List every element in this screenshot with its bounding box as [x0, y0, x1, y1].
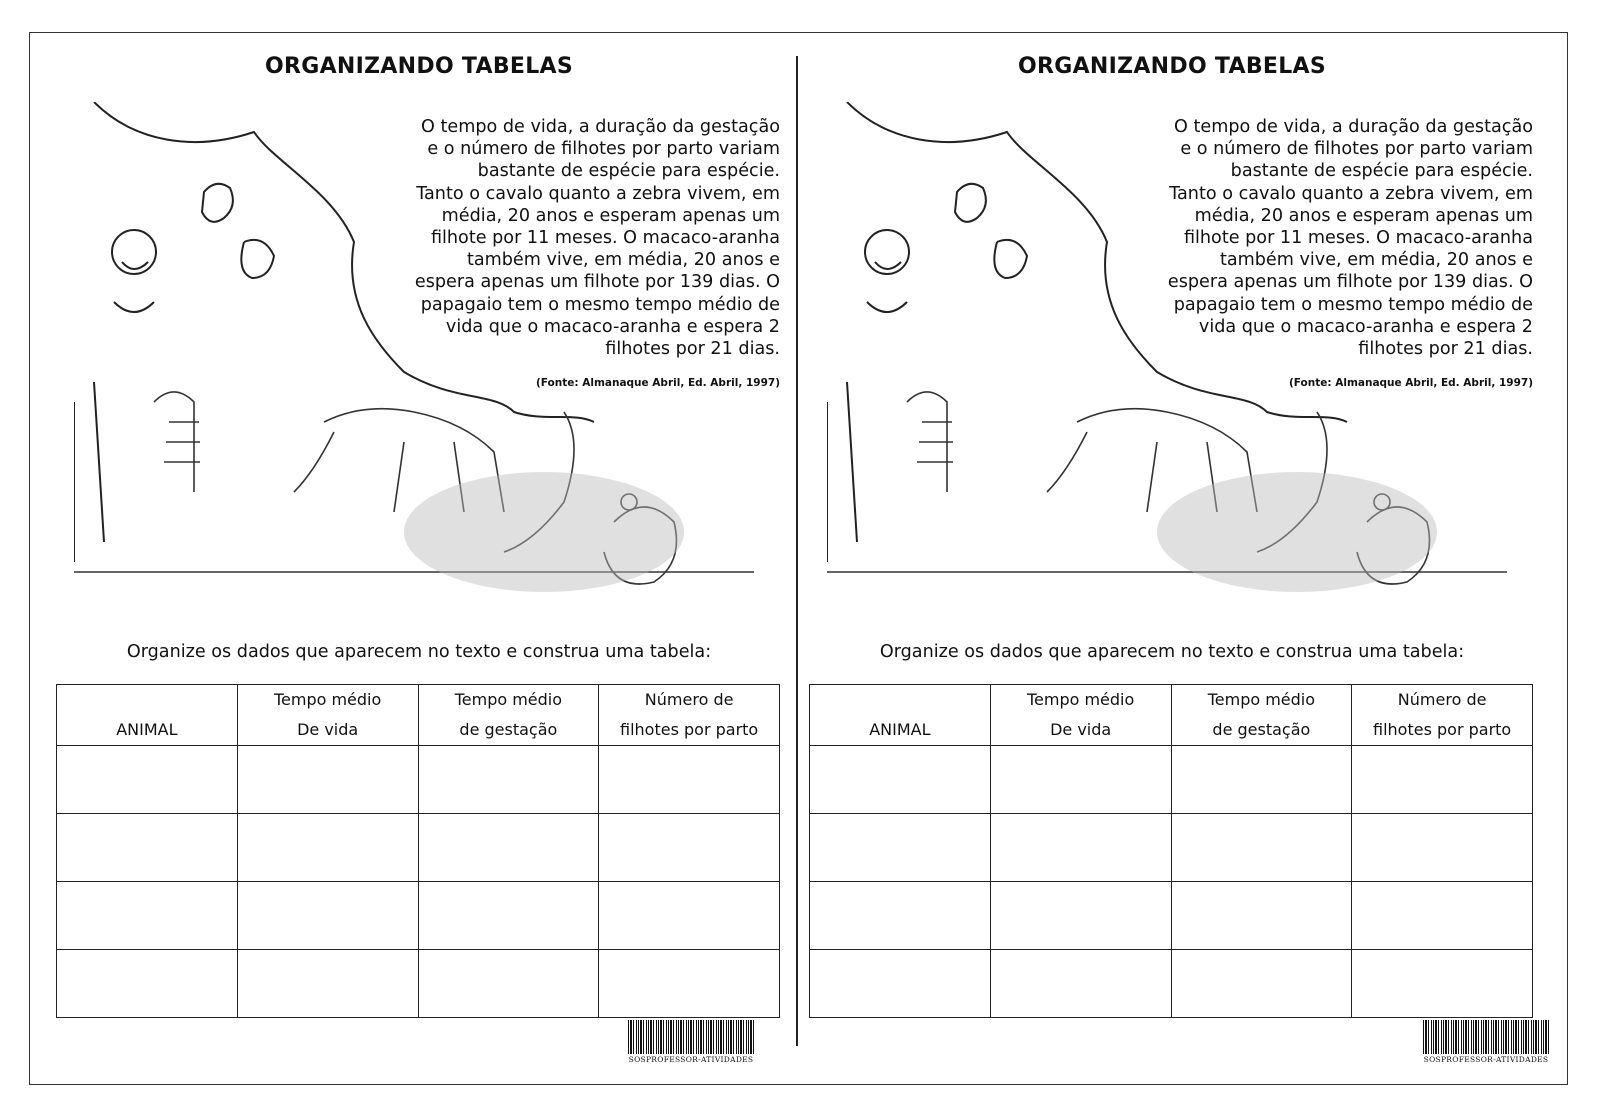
- table-cell[interactable]: [57, 882, 238, 950]
- table-cell[interactable]: [1171, 746, 1352, 814]
- header-offspring: Número de filhotes por parto: [1352, 685, 1533, 746]
- passage-line: O tempo de vida, a duração da gestação: [421, 117, 780, 137]
- worksheet-title: ORGANIZANDO TABELAS: [1017, 54, 1327, 79]
- table-cell[interactable]: [418, 882, 599, 950]
- table-cell[interactable]: [599, 950, 780, 1018]
- table-cell[interactable]: [237, 814, 418, 882]
- table-cell[interactable]: [1171, 882, 1352, 950]
- barcode-bars: [628, 1020, 754, 1054]
- passage-line: Tanto o cavalo quanto a zebra vivem, em: [416, 183, 780, 204]
- table-row: [810, 814, 1533, 882]
- header-offspring: Número de filhotes por parto: [599, 685, 780, 746]
- passage-line: Tanto o cavalo quanto a zebra vivem, em: [1169, 183, 1533, 204]
- table-cell[interactable]: [990, 950, 1171, 1018]
- data-table: [56, 684, 780, 1018]
- passage-line: bastante de espécie para espécie.: [477, 161, 780, 182]
- passage-line: filhote por 11 meses. O macaco-aranha: [1183, 228, 1533, 249]
- table-row: [57, 950, 780, 1018]
- table-row: [810, 950, 1533, 1018]
- table-cell[interactable]: [810, 814, 991, 882]
- passage-line: O tempo de vida, a duração da gestação: [1174, 117, 1533, 137]
- table-cell[interactable]: [1352, 950, 1533, 1018]
- table-cell[interactable]: [810, 950, 991, 1018]
- table-cell[interactable]: [990, 882, 1171, 950]
- table-cell[interactable]: [990, 814, 1171, 882]
- passage-line: vida que o macaco-aranha e espera 2: [445, 316, 780, 337]
- barcode: [1423, 1020, 1549, 1066]
- table-cell[interactable]: [418, 950, 599, 1018]
- passage-line: bastante de espécie para espécie.: [1230, 161, 1533, 182]
- table-cell[interactable]: [810, 746, 991, 814]
- table-cell[interactable]: [418, 746, 599, 814]
- passage-line: filhotes por 21 dias.: [605, 339, 780, 360]
- passage-line: espera apenas um filhote por 139 dias. O: [1167, 272, 1533, 293]
- passage-line: também vive, em média, 20 anos e: [466, 250, 780, 271]
- passage-line: e o número de filhotes por parto variam: [1180, 139, 1533, 160]
- passage-line: vida que o macaco-aranha e espera 2: [1198, 316, 1533, 337]
- passage-line: e o número de filhotes por parto variam: [427, 139, 780, 160]
- source-citation: (Fonte: Almanaque Abril, Ed. Abril, 1997): [1289, 377, 1533, 389]
- instruction-text: Organize os dados que aparecem no texto e construa uma tabela:: [879, 642, 1465, 662]
- table-cell[interactable]: [237, 882, 418, 950]
- passage-line: média, 20 anos e esperam apenas um: [441, 205, 780, 226]
- barcode-bars: [1423, 1020, 1549, 1054]
- table-cell[interactable]: [57, 950, 238, 1018]
- table-cell[interactable]: [599, 882, 780, 950]
- header-gestation: Tempo médio de gestação: [1171, 685, 1352, 746]
- table-cell[interactable]: [1352, 814, 1533, 882]
- worksheet-title: ORGANIZANDO TABELAS: [264, 54, 574, 79]
- table-cell[interactable]: [599, 746, 780, 814]
- header-animal: ANIMAL: [57, 685, 238, 746]
- barcode-label: SOSPROFESSOR-ATIVIDADES: [1423, 1055, 1549, 1064]
- passage-line: papagaio tem o mesmo tempo médio de: [1173, 294, 1533, 315]
- passage-line: média, 20 anos e esperam apenas um: [1194, 205, 1533, 226]
- passage-line: espera apenas um filhote por 139 dias. O: [414, 272, 780, 293]
- table-row: [57, 814, 780, 882]
- reading-passage: [1107, 116, 1533, 360]
- instruction-text: Organize os dados que aparecem no texto e construa uma tabela:: [126, 642, 712, 662]
- table-cell[interactable]: [990, 746, 1171, 814]
- table-row: [57, 746, 780, 814]
- table-cell[interactable]: [237, 746, 418, 814]
- table-cell[interactable]: [1352, 882, 1533, 950]
- reading-passage: [354, 116, 780, 360]
- table-cell[interactable]: [810, 882, 991, 950]
- table-row: [810, 746, 1533, 814]
- header-lifespan: Tempo médio De vida: [237, 685, 418, 746]
- source-citation: (Fonte: Almanaque Abril, Ed. Abril, 1997): [536, 377, 780, 389]
- worksheet-left: [44, 32, 794, 1085]
- passage-line: também vive, em média, 20 anos e: [1219, 250, 1533, 271]
- table-cell[interactable]: [57, 814, 238, 882]
- table-cell[interactable]: [418, 814, 599, 882]
- table-cell[interactable]: [1171, 814, 1352, 882]
- table-cell[interactable]: [599, 814, 780, 882]
- table-cell[interactable]: [1171, 950, 1352, 1018]
- barcode: [628, 1020, 754, 1066]
- passage-line: papagaio tem o mesmo tempo médio de: [420, 294, 780, 315]
- worksheet-right: [797, 32, 1547, 1085]
- table-cell[interactable]: [237, 950, 418, 1018]
- data-table: [809, 684, 1533, 1018]
- table-cell[interactable]: [57, 746, 238, 814]
- header-gestation: Tempo médio de gestação: [418, 685, 599, 746]
- header-lifespan: Tempo médio De vida: [990, 685, 1171, 746]
- table-row: [810, 882, 1533, 950]
- passage-line: filhotes por 21 dias.: [1358, 339, 1533, 360]
- header-animal: ANIMAL: [810, 685, 991, 746]
- table-row: [57, 882, 780, 950]
- barcode-label: SOSPROFESSOR-ATIVIDADES: [628, 1055, 754, 1064]
- passage-line: filhote por 11 meses. O macaco-aranha: [430, 228, 780, 249]
- table-cell[interactable]: [1352, 746, 1533, 814]
